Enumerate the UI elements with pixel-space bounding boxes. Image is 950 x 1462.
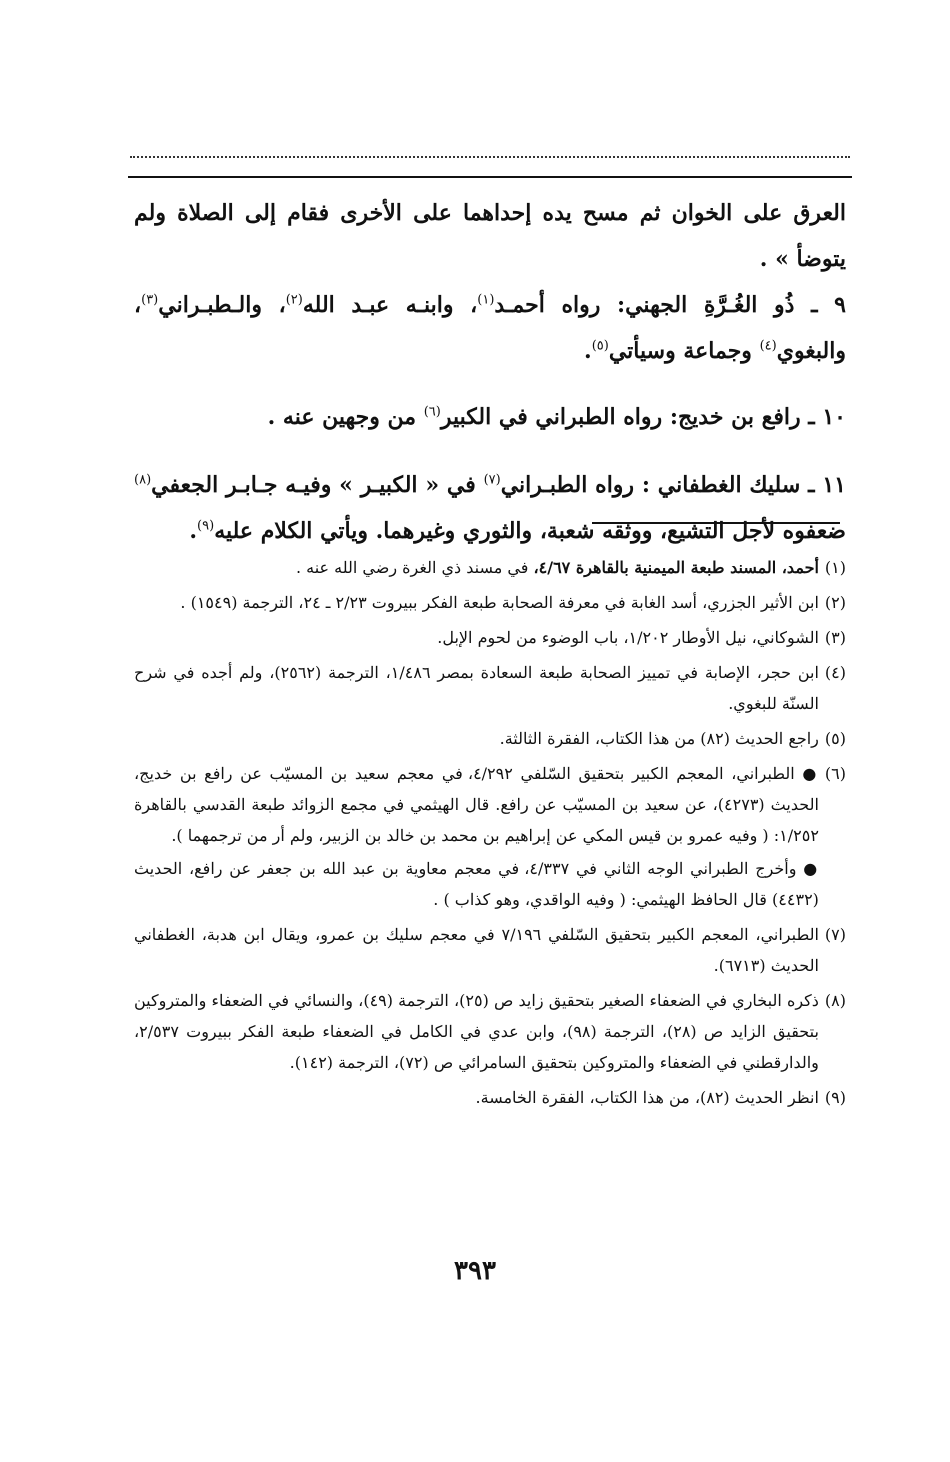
item-9 [134, 282, 846, 374]
footnote-number: (٢) [824, 593, 846, 612]
footnote-sub-paragraph: ● وأخرج الطبراني الوجه الثاني في ٤/٣٣٧، في معجم معاوية بن عبد الله بن جعفر عن رافع، الحديث (٤٤٣٢) قال الحافظ الهيثمي: ( وفيه الواقدي، وهو كذاب ) . [134, 859, 819, 909]
footnote-source: أحمد، المسند طبعة الميمنية بالقاهرة ٤/٦٧، [533, 558, 819, 577]
continuation-line: العرق على الخوان ثم مسح يده إحداهما على الأخرى فقام إلى الصلاة ولم يتوضأ » . [134, 200, 846, 272]
item-10-label: ١٠ ـ رافع بن خديج: [669, 404, 846, 430]
item-9-text: رواه أحمـد [494, 292, 617, 318]
footnote-1 [134, 552, 846, 583]
footnote-8 [134, 985, 846, 1078]
footnote-text [134, 758, 819, 915]
footnote-ref[interactable]: (٦) [423, 404, 441, 420]
footnote-number: (٦) [824, 764, 846, 783]
footnote-9 [134, 1082, 846, 1113]
footnote-2 [134, 587, 846, 618]
footnote-text: ابن الأثير الجزري، أسد الغابة في معرفة الصحابة طبعة الفكر ببيروت ٢/٢٣ ـ ٢٤، الترجمة (١٥٤٩) . [180, 593, 819, 612]
top-rule [128, 176, 852, 178]
footnote-separator [592, 522, 840, 524]
item-9-text: وجماعة وسيأتي [608, 338, 760, 364]
item-11-text: . [189, 518, 198, 544]
footnote-text: ذكره البخاري في الضعفاء الصغير بتحقيق زايد ص (٢٥)، الترجمة (٤٩)، والنسائي في الضعفاء والمتروكين بتحقيق الزايد ص (٢٨)، الترجمة (٩٨)، وابن عدي في الكامل في الضعفاء طبعة الفكر ببيروت ٢/٥٣٧، والدارقطني في الضعفاء والمتروكين بتحقيق السامرائي ص (٧٢)، الترجمة (١٤٢). [134, 991, 819, 1072]
footnote-number: (٧) [824, 925, 846, 944]
footnote-ref[interactable]: (١) [477, 292, 495, 308]
footnote-ref[interactable]: (٣) [141, 292, 159, 308]
footnote-text: الطبراني، المعجم الكبير بتحقيق السّلفي ٧/١٩٦ في معجم سليك بن عمرو، ويقال ابن هدبة، الغطفاني الحديث (٦٧١٣). [134, 925, 819, 975]
footnote-number: (٤) [824, 663, 846, 682]
footnote-ref[interactable]: (٨) [134, 472, 152, 488]
footnote-ref[interactable]: (٧) [483, 472, 501, 488]
footnote-text: ابن حجر، الإصابة في تمييز الصحابة طبعة السعادة بمصر ١/٤٨٦، الترجمة (٢٥٦٢)، ولم أجده في شرح السنّة للبغوي. [134, 663, 819, 713]
item-9-text: ، والبغوي [134, 292, 846, 364]
item-10-text: من وجهين عنه . [267, 404, 424, 430]
item-9-text: ، وابنـه عبـد الله [302, 292, 478, 318]
footnote-number: (٥) [824, 729, 846, 748]
footnote-7 [134, 919, 846, 981]
footnote-4 [134, 657, 846, 719]
footnote-6 [134, 758, 846, 915]
footnote-rest: ● الطبراني، المعجم الكبير بتحقيق السّلفي ٤/٢٩٢، في معجم سعيد بن المسيّب عن رافع بن خديج، الحديث (٤٢٧٣)، عن سعيد بن المسيّب عن رافع. قال الهيثمي في مجمع الزوائد طبعة القدسي بالقاهرة ١/٢٥٢: ( وفيه عمرو بن قيس المكي عن إبراهيم بن محمد بن خالد بن الزبير، ولم أر من ترجمهما ). [134, 764, 819, 845]
footnote-text: راجع الحديث (٨٢) من هذا الكتاب، الفقرة الثالثة. [499, 729, 819, 748]
page-number: ٣٩٣ [454, 1256, 496, 1286]
item-11-text: في « الكبيـر » وفيـه جـابـر الجعفي [151, 472, 484, 498]
footnote-rest: في مسند ذي الغرة رضي الله عنه . [295, 558, 534, 577]
item-9-label: ٩ ـ ذُو الغُـرَّةِ الجهني: [616, 292, 846, 318]
footnote-3 [134, 622, 846, 653]
footnote-5 [134, 723, 846, 754]
footnote-text [134, 552, 819, 583]
footnote-text: الشوكاني، نيل الأوطار ١/٢٠٢، باب الوضوء من لحوم الإبل. [437, 628, 819, 647]
footnotes [134, 552, 846, 1117]
dotted-separator [130, 156, 850, 158]
item-11-text: ضعفوه لأجل التشيع، ووثقه شعبة، والثوري وغيرهما. ويأتي الكلام عليه [214, 518, 846, 544]
item-11 [134, 462, 846, 554]
item-10 [134, 394, 846, 440]
footnote-ref[interactable]: (٥) [591, 338, 609, 354]
footnote-number: (١) [824, 558, 846, 577]
footnote-number: (٣) [824, 628, 846, 647]
footnote-ref[interactable]: (٢) [285, 292, 303, 308]
item-9-text: . [584, 338, 592, 364]
footnote-ref[interactable]: (٩) [197, 518, 215, 534]
item-10-text: رواه الطبراني في الكبير [440, 404, 670, 430]
main-text [134, 190, 846, 554]
item-11-label: ١١ ـ سليك الغطفاني : [641, 472, 846, 498]
item-11-text: رواه الطبـراني [500, 472, 642, 498]
footnote-number: (٨) [824, 991, 846, 1010]
item-9-text: ، والـطبـراني [158, 292, 286, 318]
footnote-number: (٩) [824, 1088, 846, 1107]
footnote-text: انظر الحديث (٨٢)، من هذا الكتاب، الفقرة الخامسة. [475, 1088, 819, 1107]
footnote-ref[interactable]: (٤) [759, 338, 777, 354]
